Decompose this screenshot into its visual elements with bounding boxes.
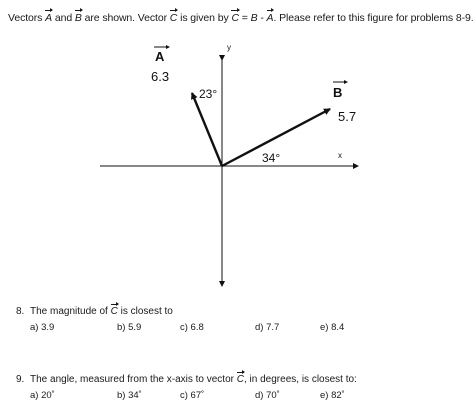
question-8 (16, 306, 173, 317)
intro-text-and: and (52, 12, 75, 24)
b-plain-symbol: B (250, 12, 258, 24)
vector-c-symbol-equation: C (231, 12, 239, 24)
choice-e[interactable]: e) 82˚ (320, 390, 345, 401)
choice-a[interactable]: a) 3.9 (30, 322, 55, 333)
question-text-before: The magnitude of (30, 306, 111, 317)
intro-text-1: Vectors (8, 12, 46, 24)
choice-d[interactable]: d) 70˚ (255, 390, 280, 401)
choice-e[interactable]: e) 8.4 (320, 322, 345, 333)
choice-a[interactable]: a) 20˚ (30, 390, 55, 401)
vector-a-magnitude: 6.3 (151, 69, 170, 84)
vector-c-symbol: C (169, 12, 178, 24)
intro-text-4: . Please refer to this figure for problems 8-9. (273, 12, 474, 24)
vector-b-symbol: B (74, 12, 82, 24)
vector-a-symbol-equation: A (266, 12, 274, 24)
choice-b[interactable]: b) 34˚ (117, 390, 142, 401)
vector-a-label (154, 45, 170, 64)
vector-a-name: A (155, 49, 165, 64)
intro-text-2: are shown. Vector (81, 12, 170, 24)
vector-b-magnitude: 5.7 (338, 109, 357, 124)
vector-c-symbol: C (110, 306, 118, 317)
x-axis-label: x (338, 151, 342, 160)
question-number: 9. (16, 374, 25, 385)
choice-c[interactable]: c) 6.8 (180, 322, 204, 333)
choice-b[interactable]: b) 5.9 (117, 322, 142, 333)
intro-minus: - (257, 12, 267, 24)
vector-a-arrow (192, 93, 222, 166)
vector-c-symbol: C (236, 374, 244, 385)
vector-a-symbol: A (45, 12, 53, 24)
question-text-after: is closest to (117, 306, 173, 317)
choice-c[interactable]: c) 67˚ (180, 390, 205, 401)
question-text-before: The angle, measured from the x-axis to vector (30, 374, 237, 385)
vector-b-name: B (333, 85, 343, 100)
question-number: 8. (16, 306, 25, 317)
question-text-after: , in degrees, is closest to: (244, 374, 357, 385)
intro-text-3: is given by (177, 12, 232, 24)
vector-b-label (333, 80, 348, 100)
vector-b-angle: 34° (262, 151, 281, 165)
vector-a-angle: 23° (199, 87, 218, 101)
y-axis-label: y (227, 43, 231, 52)
choice-d[interactable]: d) 7.7 (255, 322, 280, 333)
question-9 (16, 374, 357, 385)
intro-equals: = (238, 12, 251, 24)
